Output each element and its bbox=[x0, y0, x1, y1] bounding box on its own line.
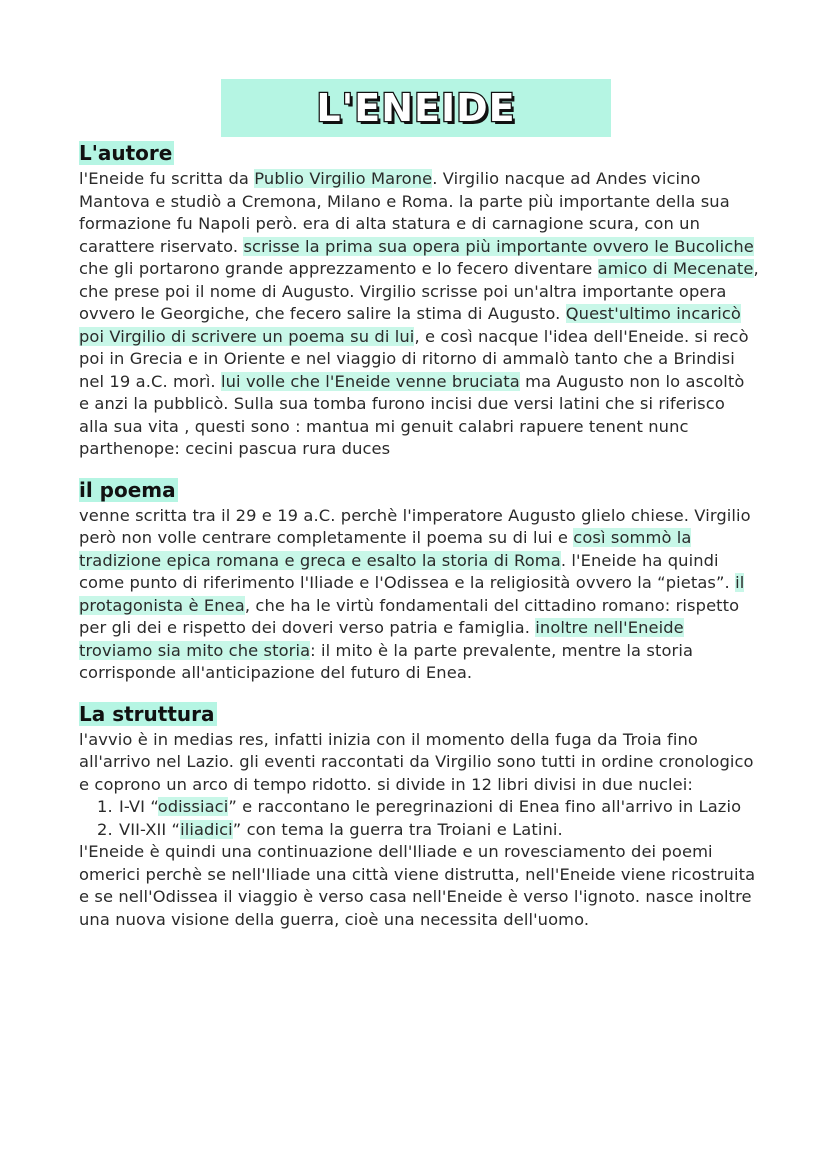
text-segment: : il mito è la parte prevalente, mentre la storia corrisponde all'anticipazione del futuro di Enea. bbox=[79, 640, 694, 682]
list-item bbox=[79, 796, 759, 819]
section-paragraph bbox=[79, 505, 759, 685]
heading-text: La struttura bbox=[79, 701, 215, 726]
book-list bbox=[79, 796, 759, 841]
section-intro: l'avvio è in medias res, infatti inizia con il momento della fuga da Troia fino all'arrivo nel Lazio. gli eventi raccontati da Virgilio sono tutti in ordine cronologico e coprono un arco di tempo ridotto. si divide in 12 libri divisi in due nuclei: bbox=[79, 729, 754, 794]
text-segment: ” e raccontano le peregrinazioni di Enea fino all'arrivo in Lazio bbox=[228, 797, 742, 816]
highlighted-text: scrisse la prima sua opera più importante ovvero le Bucoliche bbox=[243, 236, 754, 256]
text-segment: . l'Eneide ha quindi come punto di riferimento l'Iliade e l'Odissea e la religiosità ovvero la “pietas”. bbox=[79, 550, 736, 592]
text-segment: , che prese poi il nome di Augusto. Virgilio scrisse poi un'altra importante opera ovvero le Georgiche, che fecero salire la stima di Augusto. bbox=[79, 259, 759, 323]
text-segment: ” con tema la guerra tra Troiani e Latini. bbox=[232, 819, 563, 839]
highlighted-text: iliadici bbox=[180, 819, 233, 839]
highlighted-text: amico di Mecenate bbox=[597, 259, 754, 278]
section-autore bbox=[79, 138, 759, 461]
highlighted-text: odissiaci bbox=[157, 797, 229, 816]
heading-text: il poema bbox=[79, 477, 176, 502]
section-heading bbox=[79, 138, 759, 168]
section-poema bbox=[79, 475, 759, 685]
text-segment: I-VI “ bbox=[119, 797, 158, 816]
list-item bbox=[79, 819, 759, 842]
section-paragraph bbox=[79, 168, 759, 461]
text-segment: venne scritta tra il 29 e 19 a.C. perchè l'imperatore Augusto glielo chiese. Virgilio però non volle centrare completamente il poema su di lui e bbox=[79, 505, 751, 547]
section-struttura bbox=[79, 699, 759, 932]
highlighted-text: Quest'ultimo incaricò poi Virgilio di scrivere un poema su di lui bbox=[79, 304, 741, 346]
highlighted-text: lui volle che l'Eneide venne bruciata bbox=[221, 371, 520, 391]
list-number: 2. bbox=[97, 819, 113, 839]
section-outro: l'Eneide è quindi una continuazione dell'Iliade e un rovesciamento dei poemi omerici perchè se nell'Iliade una città viene distrutta, nell'Eneide viene ricostruita e se nell'Odissea il viaggio è verso casa nell'Eneide è verso l'ignoto. nasce inoltre una nuova visione della guerra, cioè una necessita dell'uomo. bbox=[79, 842, 756, 929]
list-number: 1. bbox=[97, 797, 113, 816]
text-segment: VII-XII “ bbox=[119, 819, 181, 839]
highlighted-text: inoltre nell'Eneide troviamo sia mito che storia bbox=[79, 618, 684, 660]
section-spacer bbox=[79, 461, 759, 475]
highlighted-text: Publio Virgilio Marone bbox=[254, 169, 433, 188]
section-heading bbox=[79, 475, 759, 505]
text-segment: l'Eneide fu scritta da bbox=[79, 169, 255, 188]
text-segment: , che ha le virtù fondamentali del cittadino romano: rispetto per gli dei e rispetto dei doveri verso patria e famiglia. bbox=[79, 595, 740, 637]
heading-text: L'autore bbox=[79, 141, 173, 165]
text-segment: che gli portarono grande apprezzamento e lo fecero diventare bbox=[79, 259, 598, 278]
document-body bbox=[79, 138, 759, 931]
section-spacer bbox=[79, 685, 759, 699]
highlighted-text: così sommò la tradizione epica romana e greca e esalto la storia di Roma bbox=[79, 528, 692, 570]
highlighted-text: il protagonista è Enea bbox=[79, 573, 745, 615]
page-title: L'ENEIDE bbox=[316, 86, 516, 130]
text-segment: . Virgilio nacque ad Andes vicino Mantova e studiò a Cremona, Milano e Roma. la parte più importante della sua formazione fu Napoli però. era di alta statura e di carnagione scura, con un carattere riservato. bbox=[79, 169, 730, 256]
text-segment: , e così nacque l'idea dell'Eneide. si recò poi in Grecia e in Oriente e nel viaggio di ritorno di ammalò tanto che a Brindisi nel 19 a.C. morì. bbox=[79, 326, 749, 391]
section-heading bbox=[79, 699, 759, 729]
text-segment: ma Augusto non lo ascoltò e anzi la pubblicò. Sulla sua tomba furono incisi due versi latini che si riferisco alla sua vita , questi sono : mantua mi genuit calabri rapuere tenent nunc parthenope: cecini pascua rura duces bbox=[79, 371, 745, 458]
